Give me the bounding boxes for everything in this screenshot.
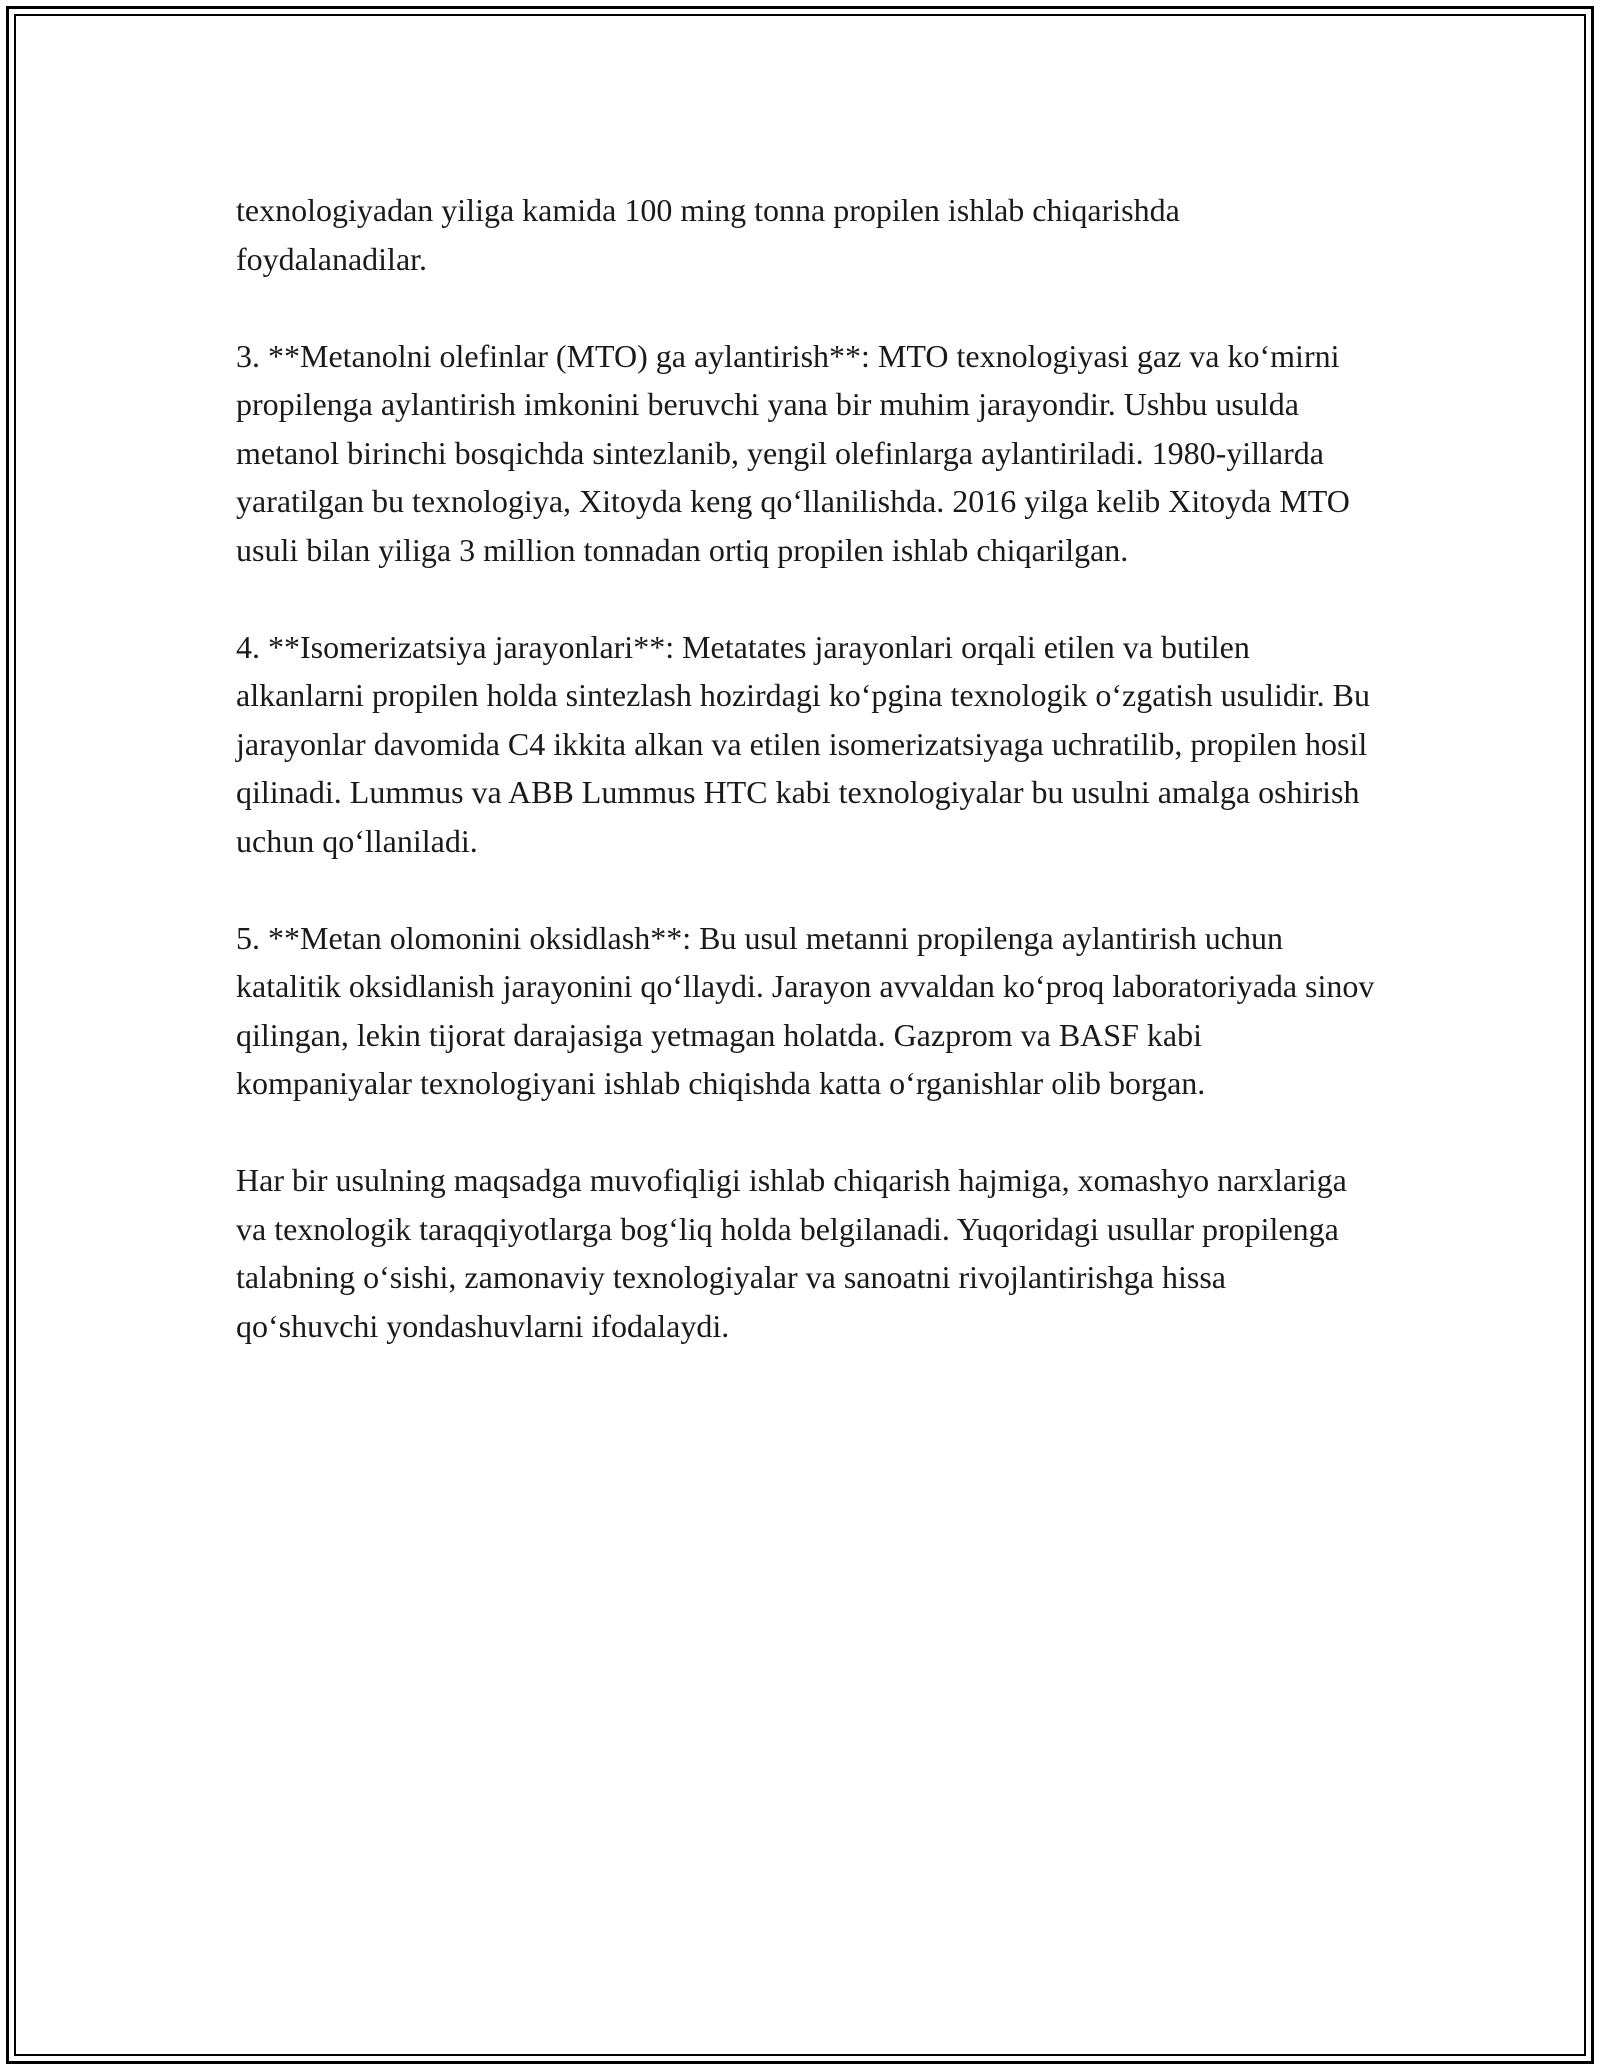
paragraph-mto: 3. **Metanolni olefinlar (MTO) ga aylantirish**: MTO texnologiyasi gaz va koʻmirni propilenga aylantirish imkonini beruvchi yana bir muhim jarayondir. Ushbu usulda metanol birinchi bosqichda sintezlanib, yengil olefinlarga aylantiriladi. 1980-yillarda yaratilgan bu texnologiya, Xitoyda keng qoʻllanilishda. 2016 yilga kelib Xitoyda MTO usuli bilan yiliga 3 million tonnadan ortiq propilen ishlab chiqarilgan. xyxy=(236,337,1350,568)
paragraph-continuation: texnologiyadan yiliga kamida 100 ming tonna propilen ishlab chiqarishda foydalanadilar. xyxy=(236,192,1180,277)
paragraph-isomerization: 4. **Isomerizatsiya jarayonlari**: Metatates jarayonlari orqali etilen va butilen alkanlarni propilen holda sintezlash hozirdagi koʻpgina texnologik oʻzgatish usulidir. Bu jarayonlar davomida C4 ikkita alkan va etilen isomerizatsiyaga uchratilib, propilen hosil qilinadi. Lummus va ABB Lummus HTC kabi texnologiyalar bu usulni amalga oshirish uchun qoʻllaniladi. xyxy=(236,628,1370,859)
paragraph-conclusion: Har bir usulning maqsadga muvofiqligi ishlab chiqarish hajmiga, xomashyo narxlariga va texnologik taraqqiyotlarga bogʻliq holda belgilanadi. Yuqoridagi usullar propilenga talabning oʻsishi, zamonaviy texnologiyalar va sanoatni rivojlantirishga hissa qoʻshuvchi yondashuvlarni ifodalaydi. xyxy=(236,1162,1347,1344)
paragraph-methane-oxidation: 5. **Metan olomonini oksidlash**: Bu usul metanni propilenga aylantirish uchun katalitik oksidlanish jarayonini qoʻllaydi. Jarayon avvaldan koʻproq laboratoriyada sinov qilingan, lekin tijorat darajasiga yetmagan holatda. Gazprom va BASF kabi kompaniyalar texnologiyani ishlab chiqishda katta oʻrganishlar olib borgan. xyxy=(236,919,1375,1101)
document-body xyxy=(236,186,1376,1350)
